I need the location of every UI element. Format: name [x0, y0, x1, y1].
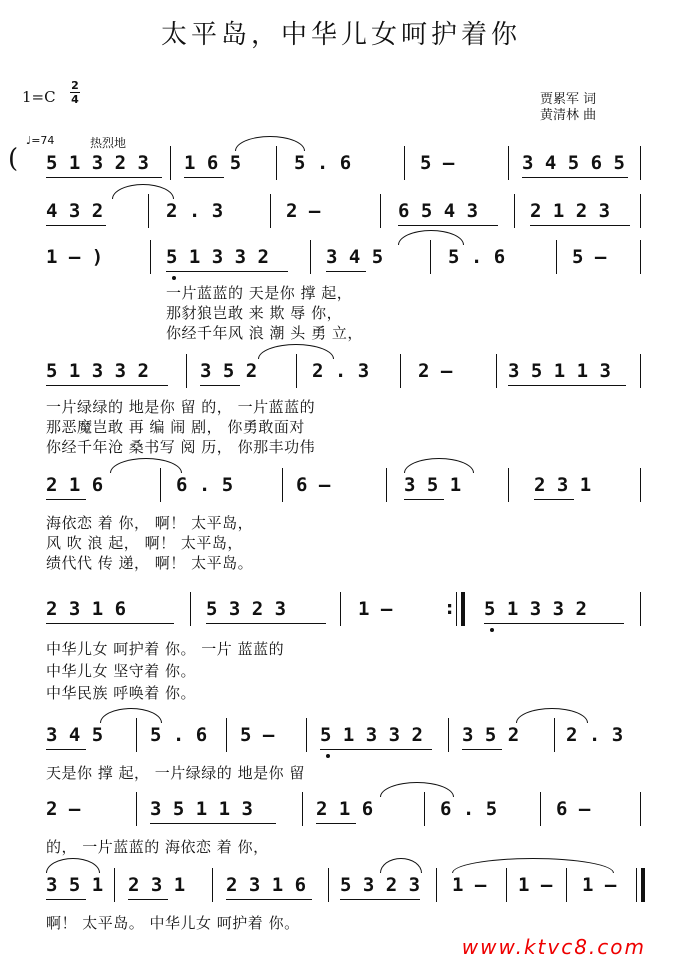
score-row-1	[0, 140, 682, 188]
barline	[306, 718, 307, 752]
measure: 1 –	[358, 598, 393, 620]
barline	[136, 718, 137, 752]
lyric-line: 风 吹 浪 起， 啊！ 太平岛，	[46, 534, 243, 552]
barline	[508, 146, 509, 180]
measure: 5 1 3 3 2	[320, 724, 423, 746]
beam	[530, 225, 630, 226]
measure: 3 4 5	[326, 246, 384, 268]
measure: 4 3 2	[46, 200, 104, 222]
measure: 2 3 1	[128, 874, 186, 896]
tie	[46, 858, 100, 873]
lyric-line: 你经千年风 浪 潮 头 勇 立，	[166, 324, 363, 342]
measure: 5 . 6	[294, 152, 352, 174]
measure: 6 –	[296, 474, 331, 496]
measure: 1 –	[452, 874, 487, 896]
measure: 5 1 3 3 2	[484, 598, 587, 620]
measure: 2 . 3	[312, 360, 370, 382]
measure: 3 5 1	[46, 874, 104, 896]
barline	[282, 468, 283, 502]
beam	[484, 623, 624, 624]
barline	[328, 868, 329, 902]
beam	[226, 899, 312, 900]
score-row-2	[0, 188, 682, 236]
beam	[534, 499, 574, 500]
barline	[554, 718, 555, 752]
time-signature: 2 4	[71, 79, 79, 106]
measure: 2 . 3	[166, 200, 224, 222]
barline	[310, 240, 311, 274]
barline	[340, 592, 341, 626]
barline	[170, 146, 171, 180]
score-row-4	[0, 348, 682, 396]
song-title: 太平岛，中华儿女呵护着你	[160, 20, 521, 50]
barline	[186, 354, 187, 388]
barline-thick	[461, 592, 465, 626]
lyric-line: 中华儿女 坚守着 你。	[46, 662, 197, 680]
barline	[448, 718, 449, 752]
beam	[166, 271, 288, 272]
score-row-8	[0, 786, 682, 834]
lyric-line: 你经千年沧 桑书写 阅 历， 你那丰功伟	[46, 438, 316, 456]
score-row-3	[0, 234, 682, 282]
low-dot	[326, 754, 330, 758]
lyric-line: 中华儿女 呵护着 你。 一片 蓝蓝的	[46, 640, 285, 658]
measure: 3 4 5	[46, 724, 104, 746]
measure: 6 5 4 3	[398, 200, 479, 222]
measure: 1 6 5	[184, 152, 242, 174]
lyric-line: 一片绿绿的 地是你 留 的， 一片蓝蓝的	[46, 398, 316, 416]
lyric-line: 啊！ 太平岛。 中华儿女 呵护着 你。	[46, 914, 300, 932]
measure: 5 –	[572, 246, 607, 268]
measure: 2 –	[286, 200, 321, 222]
barline	[148, 194, 149, 228]
beam	[200, 385, 240, 386]
beam	[316, 823, 356, 824]
measure: 5 . 6	[150, 724, 208, 746]
barline	[566, 868, 567, 902]
barline	[386, 468, 387, 502]
measure: 3 5 2	[462, 724, 520, 746]
expression-mark: 热烈地	[90, 136, 127, 150]
measure: 1 –	[518, 874, 553, 896]
measure: 6 –	[556, 798, 591, 820]
measure: 3 4 5 6 5	[522, 152, 625, 174]
barline	[456, 592, 457, 626]
beam	[508, 385, 626, 386]
measure: 2 3 1	[534, 474, 592, 496]
measure: 5 1 3 2 3	[46, 152, 149, 174]
tempo-mark: ♩=74	[26, 134, 55, 147]
beam	[46, 225, 106, 226]
measure: 1 –	[582, 874, 617, 896]
barline	[296, 354, 297, 388]
barline	[640, 468, 641, 502]
measure: 2 1 6	[46, 474, 104, 496]
barline	[212, 868, 213, 902]
lyric-line: 一片蓝蓝的 天是你 撑 起，	[166, 284, 353, 302]
barline	[302, 792, 303, 826]
beam	[340, 899, 420, 900]
measure: 5 3 2 3	[340, 874, 421, 896]
measure: 2 –	[418, 360, 453, 382]
beam	[46, 623, 174, 624]
beam	[46, 385, 168, 386]
barline	[380, 194, 381, 228]
barline	[404, 146, 405, 180]
measure: 3 5 1 1 3	[150, 798, 253, 820]
barline	[640, 240, 641, 274]
barline	[640, 354, 641, 388]
barline	[436, 868, 437, 902]
lyric-line: 海依恋 着 你， 啊！ 太平岛，	[46, 514, 254, 532]
repeat-sign: :	[446, 598, 454, 619]
tie	[235, 136, 305, 151]
measure: 5 –	[420, 152, 455, 174]
measure: 5 1 3 3 2	[46, 360, 149, 382]
barline	[400, 354, 401, 388]
barline	[496, 354, 497, 388]
measure: 2 3 1 6	[46, 598, 127, 620]
lyric-line: 天是你 撑 起， 一片绿绿的 地是你 留	[46, 764, 305, 782]
beam	[320, 749, 432, 750]
barline	[540, 792, 541, 826]
barline	[556, 240, 557, 274]
tie	[516, 708, 588, 723]
measure: 5 3 2 3	[206, 598, 287, 620]
barline	[150, 240, 151, 274]
beam	[128, 899, 168, 900]
beam	[150, 823, 276, 824]
measure: 5 –	[240, 724, 275, 746]
barline-final	[641, 868, 645, 902]
lyric-line: 那豺狼岂敢 来 欺 辱 你，	[166, 304, 343, 322]
tie	[452, 858, 614, 873]
barline	[514, 194, 515, 228]
tie	[380, 782, 454, 797]
beam	[206, 623, 326, 624]
barline	[160, 468, 161, 502]
measure: 5 . 6	[448, 246, 506, 268]
measure: 3 5 2	[200, 360, 258, 382]
beam	[46, 177, 162, 178]
tie	[404, 458, 474, 473]
score-row-9	[0, 862, 682, 910]
barline	[190, 592, 191, 626]
repeat-paren-open: (	[8, 144, 19, 174]
barline	[636, 868, 637, 902]
beam	[46, 749, 86, 750]
measure: 2 1 6	[316, 798, 374, 820]
measure: 1 – )	[46, 246, 104, 268]
barline	[640, 592, 641, 626]
measure: 2 . 3	[566, 724, 624, 746]
beam	[404, 499, 444, 500]
lyricist-credit: 贾累军 词	[540, 92, 597, 107]
beam	[326, 271, 366, 272]
beam	[46, 499, 86, 500]
measure: 5 1 3 3 2	[166, 246, 269, 268]
measure: 2 3 1 6	[226, 874, 307, 896]
measure: 2 1 2 3	[530, 200, 611, 222]
barline	[640, 792, 641, 826]
beam	[522, 177, 628, 178]
barline	[276, 146, 277, 180]
measure: 3 5 1	[404, 474, 462, 496]
low-dot	[490, 628, 494, 632]
barline	[114, 868, 115, 902]
score-row-5	[0, 462, 682, 510]
beam	[184, 177, 224, 178]
measure: 2 –	[46, 798, 81, 820]
barline	[430, 240, 431, 274]
beam	[462, 749, 502, 750]
score-row-6	[0, 586, 682, 634]
lyric-line: 的， 一片蓝蓝的 海依恋 着 你，	[46, 838, 269, 856]
tie	[100, 708, 162, 723]
measure: 6 . 5	[176, 474, 234, 496]
barline	[640, 194, 641, 228]
barline	[270, 194, 271, 228]
barline	[508, 468, 509, 502]
lyric-line: 那恶魔岂敢 再 编 闹 剧， 你勇敢面对	[46, 418, 305, 436]
tie	[110, 458, 182, 473]
composer-credit: 黄清林 曲	[540, 108, 597, 123]
beam	[398, 225, 498, 226]
barline	[424, 792, 425, 826]
tie	[380, 858, 422, 873]
barline	[506, 868, 507, 902]
barline	[136, 792, 137, 826]
score-row-7	[0, 712, 682, 760]
beam	[46, 899, 86, 900]
lyric-line: 绩代代 传 递， 啊！ 太平岛。	[46, 554, 254, 572]
barline	[640, 146, 641, 180]
lyric-line: 中华民族 呼唤着 你。	[46, 684, 197, 702]
measure: 3 5 1 1 3	[508, 360, 611, 382]
barline	[226, 718, 227, 752]
low-dot	[172, 276, 176, 280]
watermark-site: www.ktvc8.com	[461, 935, 646, 959]
measure: 6 . 5	[440, 798, 498, 820]
key-signature: 1=C	[22, 88, 56, 106]
